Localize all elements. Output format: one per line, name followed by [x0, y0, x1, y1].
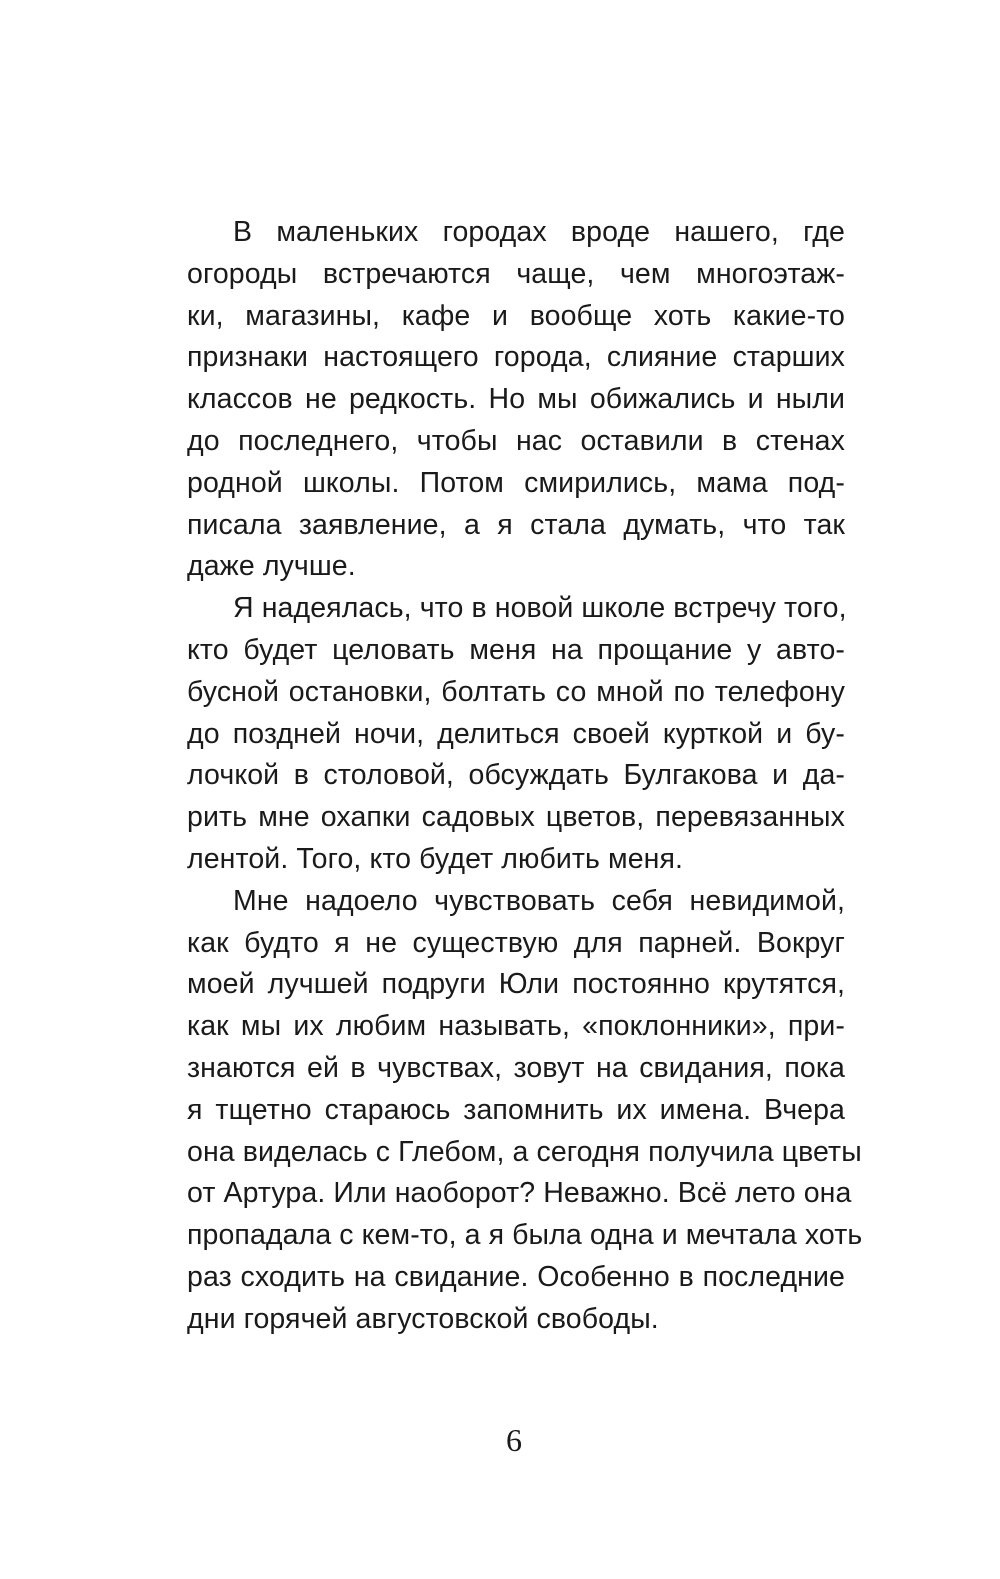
text-line: дни горячей августовской свободы.: [187, 1302, 659, 1335]
text-line: она виделась с Глебом, а сегодня получила цветы: [187, 1135, 862, 1168]
text-line: писала заявление, а я стала думать, что так: [187, 508, 845, 541]
text-line: классов не редкость. Но мы обижались и ныли: [187, 383, 845, 416]
text-line: раз сходить на свидание. Особенно в последние: [187, 1260, 845, 1293]
text-line: до последнего, чтобы нас оставили в стенах: [187, 424, 845, 457]
text-line: как мы их любим называть, «поклонники», при-: [187, 1010, 845, 1043]
text-line: признаки настоящего города, слияние старших: [187, 341, 845, 374]
text-line: даже лучше.: [187, 550, 356, 583]
text-line: кто будет целовать меня на прощание у авто-: [187, 633, 845, 666]
text-line: Я надеялась, что в новой школе встречу того,: [233, 592, 847, 625]
text-line: от Артура. Или наоборот? Неважно. Всё лето она: [187, 1177, 852, 1210]
text-line: лочкой в столовой, обсуждать Булгакова и да-: [187, 759, 845, 792]
body-text: [187, 212, 863, 1341]
text-line: знаются ей в чувствах, зовут на свидания, пока: [187, 1051, 845, 1084]
text-line: рить мне охапки садовых цветов, перевязанных: [187, 801, 845, 834]
text-line: до поздней ночи, делиться своей курткой и бу-: [187, 717, 845, 750]
text-line: бусной остановки, болтать со мной по телефону: [187, 675, 845, 708]
text-line: Мне надоело чувствовать себя невидимой,: [233, 884, 845, 917]
text-line: моей лучшей подруги Юли постоянно крутятся,: [187, 968, 845, 1001]
text-line: лентой. Того, кто будет любить меня.: [187, 842, 684, 875]
text-line: родной школы. Потом смирились, мама под-: [187, 466, 845, 499]
text-line: В маленьких городах вроде нашего, где: [233, 216, 845, 248]
text-line: огороды встречаются чаще, чем многоэтаж-: [187, 257, 845, 290]
text-line: как будто я не существую для парней. Вокруг: [187, 926, 845, 959]
text-line: ки, магазины, кафе и вообще хоть какие-то: [187, 299, 845, 332]
text-line: я тщетно стараюсь запомнить их имена. Вчера: [187, 1093, 845, 1126]
page-number: 6: [506, 1422, 522, 1458]
text-line: пропадала с кем-то, а я была одна и мечтала хоть: [187, 1219, 863, 1252]
